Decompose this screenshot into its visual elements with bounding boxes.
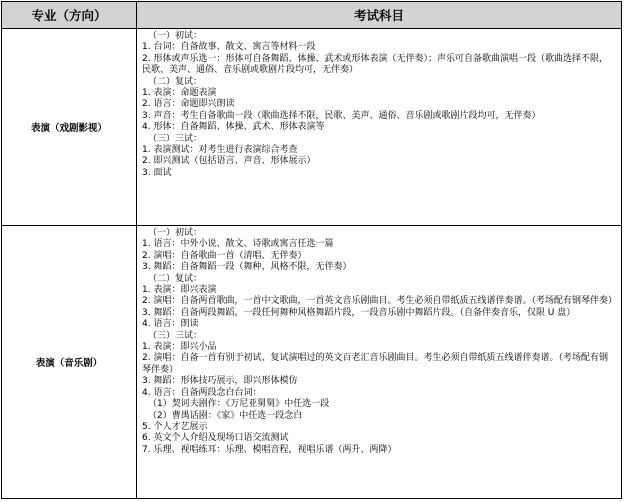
exam-item: 6. 英文个人介绍及现场口语交流测试 <box>142 433 289 444</box>
exam-item: 2. 即兴测试（包括语言、声音、形体展示） <box>142 156 316 167</box>
exam-item: 1. 表演测试：对考生进行表演综合考查 <box>142 145 298 156</box>
exam-item: 4. 形体：自备舞蹈、体操、武术、形体表演等 <box>142 122 325 133</box>
exam-item: 3. 声音：考生自备歌曲一段（歌曲选择不限，民歌、美声、通俗、音乐剧或歌剧片段均可，无伴奏） <box>142 110 541 121</box>
exam-item: 1. 台词：自备故事、散文、寓言等材料一段 <box>142 42 316 53</box>
section-heading: （二）复试： <box>148 273 203 284</box>
subjects-musical <box>137 226 622 499</box>
header-row <box>2 2 622 29</box>
major-drama: 表演（戏剧影视） <box>2 29 137 226</box>
exam-item: 3. 舞蹈：形体技巧展示，即兴形体模仿 <box>142 376 298 387</box>
exam-item: 3. 面试 <box>142 167 172 178</box>
table-row-musical <box>2 226 622 499</box>
exam-item: 2. 演唱：自备歌曲一首（清唱、无伴奏） <box>142 250 307 261</box>
exam-item: 2. 演唱：自备一首有别于初试、复试演唱过的英文百老汇音乐剧曲目。考生必须自带纸质五线谱伴奏谱。（考场配有钢琴伴奏） <box>142 353 608 375</box>
exam-item: 2. 演唱：自备两首歌曲，一首中文歌曲，一首英文音乐剧曲目。考生必须自带纸质五线谱伴奏谱。（考场配有钢琴伴奏） <box>142 296 617 307</box>
section-heading: （一）初试： <box>148 228 203 238</box>
exam-item: 7. 乐理、视唱练耳：乐理、模唱音程，视唱乐谱（两升、两降） <box>142 444 397 455</box>
header-major: 专业（方向） <box>2 2 137 29</box>
exam-item: 1. 表演：即兴表演 <box>142 285 217 296</box>
exam-subjects-table <box>1 1 622 499</box>
section-heading: （三）三试： <box>148 133 203 144</box>
exam-item: 3. 舞蹈：自备舞蹈一段（舞种、风格不限，无伴奏） <box>142 262 352 273</box>
header-subjects: 考试科目 <box>137 2 622 29</box>
exam-item: 1. 表演：即兴小品 <box>142 342 217 353</box>
table-row-drama <box>2 29 622 226</box>
major-musical: 表演（音乐剧） <box>2 226 137 499</box>
section-heading: （一）初试： <box>148 31 203 41</box>
exam-item: （1）契诃夫剧作：《万尼亚舅舅》中任选一段 <box>148 399 330 410</box>
exam-item: 2. 形体或声乐选一：形体可自备舞蹈、体操、武术或形体表演（无伴奏）；声乐可自备歌曲演唱一段（歌曲选择不限，民歌、美声、通俗、音乐剧或歌剧片段均可，无伴奏） <box>142 53 608 76</box>
section-heading: （三）三试： <box>148 330 203 341</box>
section-heading: （二）复试： <box>148 76 203 87</box>
exam-item: 1. 语言：中外小说、散文、诗歌或寓言任选一篇 <box>142 239 334 250</box>
exam-item: 2. 语言：命题即兴朗读 <box>142 99 235 110</box>
exam-item: 1. 表演：命题表演 <box>142 88 217 99</box>
exam-item: （2）曹禺话剧：《家》中任选一段念白 <box>148 410 303 421</box>
exam-item: 5. 个人才艺展示 <box>142 421 208 432</box>
exam-item: 3. 舞蹈：自备两段舞蹈，一段任何舞种风格舞蹈片段，一段音乐剧中舞蹈片段。（自备伴奏音乐，仅限 U 盘） <box>142 307 576 318</box>
exam-item: 4. 语言：朗读 <box>142 319 199 330</box>
subjects-drama <box>137 29 622 226</box>
exam-item: 4. 语言：自备两段念白台词： <box>142 387 262 398</box>
